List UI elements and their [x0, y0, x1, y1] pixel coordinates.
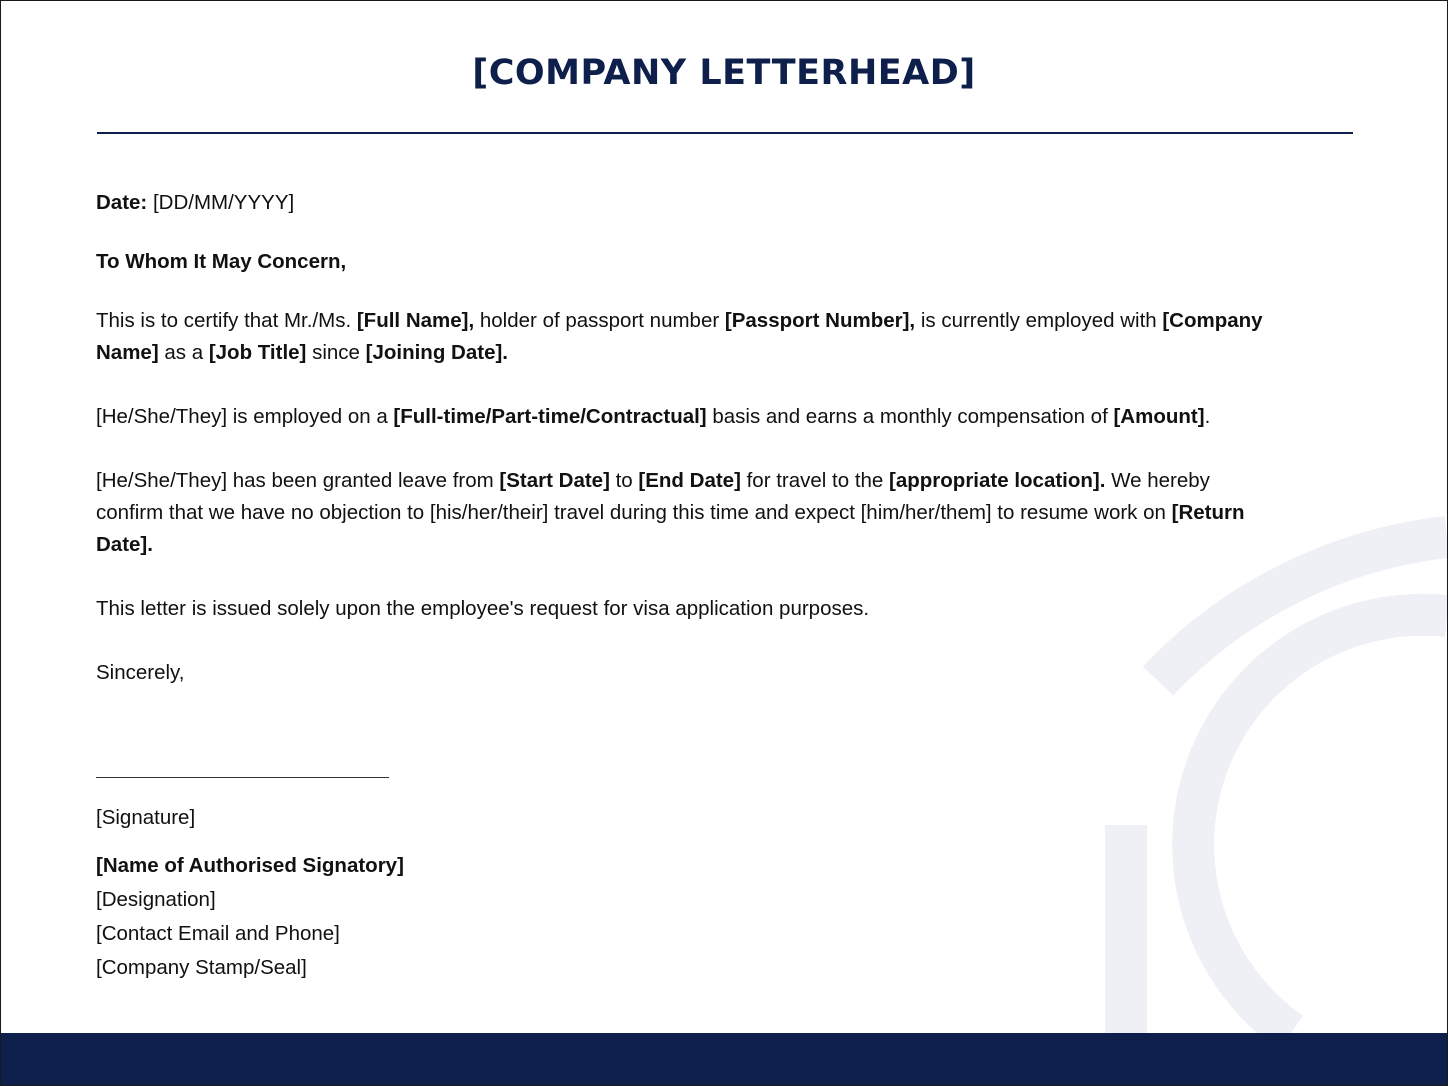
return-date-field: [Return Date].: [96, 501, 1245, 556]
signatory-name-text: [Name of Authorised Signatory]: [96, 854, 404, 877]
salutation: [96, 246, 1276, 278]
para2-text-3: .: [1204, 405, 1211, 428]
contact-details: [Contact Email and Phone]: [96, 922, 340, 945]
amount-field: [Amount]: [1113, 405, 1205, 428]
letterhead-divider: [97, 132, 1353, 134]
para2-text-2: basis and earns a monthly compensation of: [706, 405, 1114, 428]
para1-text-5: since: [306, 341, 366, 364]
footer-bar: [1, 1033, 1447, 1085]
para3-text-1: [He/She/They] has been granted leave from: [96, 469, 500, 492]
salutation-text: To Whom It May Concern,: [96, 250, 347, 273]
para1-text-1: This is to certify that Mr./Ms.: [96, 309, 357, 332]
letterhead-title: [COMPANY LETTERHEAD]: [472, 53, 976, 93]
full-name-field: [Full Name],: [356, 309, 475, 332]
para1-text-2: holder of passport number: [474, 309, 725, 332]
start-date-field: [Start Date]: [499, 469, 610, 492]
closing: Sincerely,: [96, 661, 185, 684]
date-label: Date:: [96, 191, 148, 214]
paragraph-employment: [96, 305, 1276, 369]
designation: [Designation]: [96, 888, 216, 911]
end-date-field: [End Date]: [638, 469, 741, 492]
para1-text-3: is currently employed with: [915, 309, 1163, 332]
signature-placeholder: [Signature]: [96, 806, 196, 829]
para3-text-2: to: [609, 469, 639, 492]
paragraph-purpose: This letter is issued solely upon the employee's request for visa application purposes.: [96, 597, 870, 620]
para3-text-3: for travel to the: [740, 469, 890, 492]
signature-block: [96, 801, 404, 985]
employment-type-field: [Full-time/Part-time/Contractual]: [393, 405, 707, 428]
signatory-name: [96, 849, 404, 883]
joining-date-field: [Joining Date].: [365, 341, 508, 364]
para2-text-1: [He/She/They] is employed on a: [96, 405, 394, 428]
passport-number-field: [Passport Number],: [724, 309, 916, 332]
letter-body: [96, 187, 1276, 689]
location-field: [appropriate location].: [889, 469, 1106, 492]
company-stamp: [Company Stamp/Seal]: [96, 956, 307, 979]
company-name-field: [Company Name]: [96, 309, 1263, 364]
para3-text-4: We hereby confirm that we have no objection to [his/her/their] travel during this time and expect [him/her/them] to resume work on: [96, 469, 1210, 524]
date-value: [DD/MM/YYYY]: [147, 191, 295, 214]
paragraph-leave: [96, 465, 1276, 561]
paragraph-compensation: [96, 401, 1276, 433]
job-title-field: [Job Title]: [208, 341, 307, 364]
signature-line: [96, 777, 389, 778]
date-line: [96, 187, 1276, 219]
para1-text-4: as a: [158, 341, 209, 364]
